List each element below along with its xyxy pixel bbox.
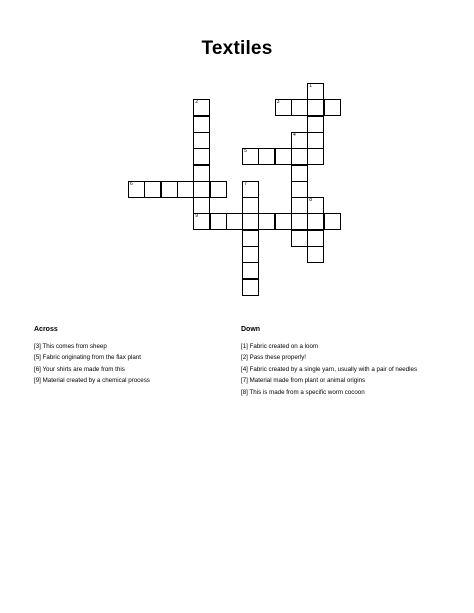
- cell-number: 1: [309, 83, 313, 89]
- grid-cell[interactable]: [275, 213, 292, 230]
- grid-cell[interactable]: [307, 116, 324, 133]
- down-clue: [4] Fabric created by a single yarn, usually with a pair of needles: [241, 365, 418, 373]
- grid-cell[interactable]: [307, 246, 324, 263]
- cell-number: 6: [130, 180, 133, 187]
- grid-cell[interactable]: [242, 262, 259, 279]
- grid-cell[interactable]: [291, 165, 308, 182]
- across-clue: [5] Fabric originating from the flax plant: [34, 354, 141, 362]
- grid-cell[interactable]: [210, 181, 227, 198]
- grid-cell[interactable]: [193, 132, 210, 149]
- cell-number: 3: [276, 99, 280, 106]
- grid-cell[interactable]: [193, 197, 210, 214]
- grid-cell[interactable]: [307, 230, 324, 247]
- across-clues: [34, 326, 224, 389]
- grid-cell[interactable]: [291, 213, 308, 230]
- grid-cell[interactable]: [242, 197, 259, 214]
- grid-cell[interactable]: [242, 246, 259, 263]
- grid-cell[interactable]: [177, 181, 194, 198]
- grid-cell[interactable]: [242, 279, 259, 296]
- grid-cell[interactable]: [291, 99, 308, 116]
- grid-cell[interactable]: [144, 181, 161, 198]
- cell-number: 9: [195, 213, 198, 220]
- grid-cell[interactable]: [291, 181, 308, 198]
- grid-cell[interactable]: [242, 213, 259, 230]
- cell-number: 4: [293, 131, 296, 138]
- grid-cell[interactable]: [258, 213, 275, 230]
- grid-cell[interactable]: [307, 99, 324, 116]
- grid-cell[interactable]: [324, 99, 341, 116]
- across-heading: Across: [34, 326, 58, 333]
- grid-cell[interactable]: [291, 148, 308, 165]
- grid-cell[interactable]: [307, 83, 324, 100]
- grid-cell[interactable]: [258, 148, 275, 165]
- grid-cell[interactable]: [275, 99, 292, 116]
- grid-cell[interactable]: [161, 181, 178, 198]
- down-clue: [1] Fabric created on a loom: [241, 342, 319, 350]
- puzzle-title: Textiles: [201, 38, 273, 59]
- grid-cell[interactable]: [210, 213, 227, 230]
- grid-cell[interactable]: [324, 213, 341, 230]
- grid-cell[interactable]: [275, 148, 292, 165]
- down-clue: [7] Material made from plant or animal origins: [241, 377, 366, 385]
- cell-number: 2: [195, 99, 198, 106]
- grid-cell[interactable]: [193, 181, 210, 198]
- grid-cell[interactable]: [193, 165, 210, 182]
- down-clue: [2] Pass these properly!: [241, 354, 307, 362]
- grid-cell[interactable]: [242, 230, 259, 247]
- grid-cell[interactable]: [242, 181, 259, 198]
- grid-cell[interactable]: [291, 230, 308, 247]
- cell-number: 5: [244, 148, 247, 155]
- cell-number: 7: [244, 180, 247, 187]
- grid-cell[interactable]: [128, 181, 145, 198]
- grid-cell[interactable]: [307, 132, 324, 149]
- across-clue: [6] Your shirts are made from this: [34, 365, 125, 373]
- grid-cell[interactable]: [291, 197, 308, 214]
- grid-cell[interactable]: [193, 99, 210, 116]
- grid-cell[interactable]: [242, 148, 259, 165]
- grid-cell[interactable]: [291, 132, 308, 149]
- down-heading: Down: [241, 326, 261, 333]
- grid-cell[interactable]: [226, 213, 243, 230]
- grid-cell[interactable]: [193, 148, 210, 165]
- down-clues: [241, 326, 446, 401]
- grid-cell[interactable]: [193, 116, 210, 133]
- grid-cell[interactable]: [193, 213, 210, 230]
- grid-cell[interactable]: [307, 213, 324, 230]
- across-clue: [9] Material created by a chemical process: [34, 377, 150, 385]
- grid-cell[interactable]: [307, 148, 324, 165]
- cell-number: 8: [309, 197, 313, 204]
- down-clue: [8] This is made from a specific worm cocoon: [241, 388, 365, 396]
- grid-cell[interactable]: [307, 197, 324, 214]
- across-clue: [3] This comes from sheep: [34, 342, 107, 350]
